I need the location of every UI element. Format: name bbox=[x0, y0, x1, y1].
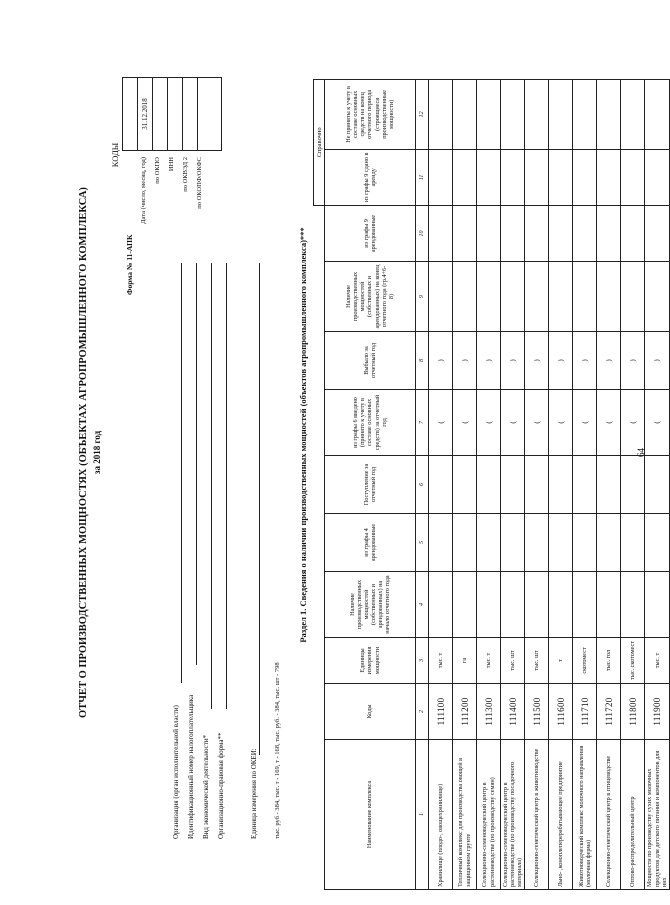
cell-end-rented bbox=[621, 205, 645, 261]
cell-commissioned: ( bbox=[645, 390, 669, 456]
row-code: 111600 bbox=[549, 684, 573, 740]
cell-start-rented bbox=[645, 514, 669, 572]
row-code: 111300 bbox=[477, 684, 501, 740]
cell-start-rented bbox=[453, 514, 477, 572]
cell-leased-out bbox=[621, 149, 645, 205]
table-body bbox=[429, 79, 670, 889]
codes-header: КОДЫ bbox=[110, 142, 120, 168]
table-row bbox=[645, 79, 669, 889]
cell-start bbox=[477, 572, 501, 638]
page-number: 64 bbox=[636, 448, 646, 457]
row-unit: тыс. т bbox=[429, 638, 453, 684]
col-number: 5 bbox=[416, 514, 429, 572]
col-number: 6 bbox=[416, 456, 429, 514]
meta-label-okved: Вид экономической деятельности* bbox=[202, 734, 210, 839]
meta-line-inn bbox=[196, 263, 197, 665]
meta-label-inn: Идентификационный номер налогоплательщика bbox=[187, 694, 195, 839]
code-okved2 bbox=[183, 78, 198, 150]
cell-start-rented bbox=[501, 514, 525, 572]
table-row bbox=[573, 79, 597, 889]
col-header-retired: Выбыло за отчетный год bbox=[325, 332, 416, 390]
meta-label-organization: Организация (орган исполнительной власти) bbox=[172, 705, 180, 839]
code-okopf bbox=[198, 78, 212, 150]
cell-commissioned: ( bbox=[573, 390, 597, 456]
cell-start bbox=[645, 572, 669, 638]
cell-commissioned: ( bbox=[621, 390, 645, 456]
code-date: 31.12.2018 bbox=[138, 78, 153, 150]
cell-leased-out bbox=[477, 149, 501, 205]
cell-received bbox=[477, 456, 501, 514]
cell-leased-out bbox=[453, 149, 477, 205]
cell-commissioned: ( bbox=[549, 390, 573, 456]
cell-end bbox=[501, 262, 525, 332]
cell-end bbox=[453, 262, 477, 332]
cell-retired: ) bbox=[501, 332, 525, 390]
cell-received bbox=[525, 456, 549, 514]
meta-label-opf: Организационно-правовая форма** bbox=[217, 732, 225, 839]
col-number: 3 bbox=[416, 638, 429, 684]
meta-line-okei bbox=[259, 263, 260, 755]
row-name: Хранилище (плодо-, овощехранилище) bbox=[429, 740, 453, 890]
column-numbers-row bbox=[416, 79, 429, 889]
cell-retired: ) bbox=[429, 332, 453, 390]
cell-not-accounted bbox=[501, 79, 525, 149]
row-unit: тыс. т bbox=[645, 638, 669, 684]
cell-start-rented bbox=[429, 514, 453, 572]
label-okpo: по ОКПО bbox=[154, 157, 161, 184]
col-header-end-rented: из графы 9 арендованные bbox=[325, 205, 416, 261]
section-title: Раздел 1. Сведения о наличии производственных мощностей (объектов агропромышленного комплекса)*** bbox=[298, 227, 308, 643]
cell-start-rented bbox=[525, 514, 549, 572]
table-row bbox=[549, 79, 573, 889]
cell-end bbox=[525, 262, 549, 332]
spravochno-label: Справочно bbox=[314, 79, 325, 205]
cell-leased-out bbox=[573, 149, 597, 205]
code-form bbox=[123, 78, 138, 150]
meta-label-okei: Единица измерения по ОКЕИ: bbox=[250, 748, 258, 839]
cell-end-rented bbox=[501, 205, 525, 261]
label-date: Дата (число, месяц, год) bbox=[140, 157, 147, 224]
row-name: Мощности по производству сухих молочных продуктов для детского питания и компонентов для них bbox=[645, 740, 669, 890]
cell-end-rented bbox=[549, 205, 573, 261]
cell-end-rented bbox=[597, 205, 621, 261]
col-header-received: Поступление за отчетный год bbox=[325, 456, 416, 514]
col-header-start-rented: из графы 4 арендованные bbox=[325, 514, 416, 572]
cell-start-rented bbox=[477, 514, 501, 572]
cell-commissioned: ( bbox=[525, 390, 549, 456]
row-name: Селекционно-семеноводческий центр в растениеводстве (по производству семян) bbox=[477, 740, 501, 890]
row-name: Тепличный комплекс для производства овощей в защищенном грунте bbox=[453, 740, 477, 890]
label-inn: ИНН bbox=[168, 157, 175, 172]
cell-start-rented bbox=[573, 514, 597, 572]
cell-not-accounted bbox=[549, 79, 573, 149]
capacity-table bbox=[313, 79, 670, 890]
cell-end bbox=[597, 262, 621, 332]
col-header-commissioned: из графы 6 введено (принято к учету в составе основных средств) за отчетный год bbox=[325, 390, 416, 456]
cell-leased-out bbox=[501, 149, 525, 205]
cell-start bbox=[621, 572, 645, 638]
row-unit: тыс. скотомест bbox=[621, 638, 645, 684]
col-number: 10 bbox=[416, 205, 429, 261]
cell-not-accounted bbox=[621, 79, 645, 149]
row-unit: тыс. т bbox=[477, 638, 501, 684]
cell-leased-out bbox=[549, 149, 573, 205]
cell-leased-out bbox=[429, 149, 453, 205]
cell-received bbox=[549, 456, 573, 514]
cell-end bbox=[549, 262, 573, 332]
col-header-name: Наименование комплекса bbox=[325, 740, 416, 890]
col-header-leased-out: из графы 9 сдано в аренду bbox=[325, 149, 416, 205]
row-name: Льно- ,коноплеперерабатывающее предприятие bbox=[549, 740, 573, 890]
cell-start bbox=[525, 572, 549, 638]
col-number: 4 bbox=[416, 572, 429, 638]
form-number: Форма № 11-АПК bbox=[125, 234, 134, 295]
cell-end-rented bbox=[645, 205, 669, 261]
row-code: 111100 bbox=[429, 684, 453, 740]
cell-commissioned: ( bbox=[477, 390, 501, 456]
col-header-code: Коды bbox=[325, 684, 416, 740]
cell-end bbox=[477, 262, 501, 332]
row-name: Селекционно-семеноводческий центр в растениеводстве (по производству посадочного материала) bbox=[501, 740, 525, 890]
cell-start-rented bbox=[597, 514, 621, 572]
cell-not-accounted bbox=[477, 79, 501, 149]
row-name: Оптово-распределительный центр bbox=[621, 740, 645, 890]
cell-commissioned: ( bbox=[501, 390, 525, 456]
cell-retired: ) bbox=[645, 332, 669, 390]
table-header-row bbox=[325, 79, 416, 889]
cell-start bbox=[597, 572, 621, 638]
table-row bbox=[429, 79, 453, 889]
cell-retired: ) bbox=[525, 332, 549, 390]
cell-retired: ) bbox=[477, 332, 501, 390]
cell-start bbox=[549, 572, 573, 638]
cell-commissioned: ( bbox=[597, 390, 621, 456]
cell-end bbox=[621, 262, 645, 332]
table-row bbox=[501, 79, 525, 889]
cell-end bbox=[573, 262, 597, 332]
row-unit: скотомест bbox=[573, 638, 597, 684]
cell-not-accounted bbox=[453, 79, 477, 149]
row-unit: тыс. шт bbox=[501, 638, 525, 684]
cell-retired: ) bbox=[573, 332, 597, 390]
cell-received bbox=[429, 456, 453, 514]
col-number: 11 bbox=[416, 149, 429, 205]
codes-box bbox=[122, 77, 222, 151]
row-code: 111500 bbox=[525, 684, 549, 740]
col-header-unit: Единицы измерения мощности bbox=[325, 638, 416, 684]
row-code: 111720 bbox=[597, 684, 621, 740]
cell-not-accounted bbox=[429, 79, 453, 149]
cell-received bbox=[501, 456, 525, 514]
table-row bbox=[525, 79, 549, 889]
row-code: 111400 bbox=[501, 684, 525, 740]
row-name: Селекционно-генетический центр в животноводстве bbox=[525, 740, 549, 890]
col-number: 7 bbox=[416, 390, 429, 456]
cell-end-rented bbox=[525, 205, 549, 261]
row-name: Селекционно-генетический центр в птицеводстве bbox=[597, 740, 621, 890]
report-title: ОТЧЕТ О ПРОИЗВОДСТВЕННЫХ МОЩНОСТЯХ (ОБЪЕКТАХ АГРОПРОМЫШЛЕННОГО КОМПЛЕКСА) bbox=[78, 187, 89, 718]
row-code: 111710 bbox=[573, 684, 597, 740]
cell-retired: ) bbox=[621, 332, 645, 390]
cell-not-accounted bbox=[645, 79, 669, 149]
code-okpo bbox=[153, 78, 168, 150]
cell-retired: ) bbox=[453, 332, 477, 390]
cell-received bbox=[453, 456, 477, 514]
col-header-end: Наличие производственных мощностей (собственных и арендованных) на конец отчетного года (гр.4+6-8) bbox=[325, 262, 416, 332]
cell-start bbox=[501, 572, 525, 638]
cell-retired: ) bbox=[549, 332, 573, 390]
row-unit: т bbox=[549, 638, 573, 684]
meta-line-okved bbox=[211, 263, 212, 709]
col-number: 8 bbox=[416, 332, 429, 390]
table-row bbox=[477, 79, 501, 889]
col-number: 12 bbox=[416, 79, 429, 149]
cell-retired: ) bbox=[597, 332, 621, 390]
cell-received bbox=[573, 456, 597, 514]
label-okved2: по ОКВЭД 2 bbox=[182, 157, 189, 192]
cell-start bbox=[573, 572, 597, 638]
col-header-not-accounted: Не приняты к учету в составе основных средств на конец отчетного периода (строящиеся производственные мощности) bbox=[325, 79, 416, 149]
col-number: 9 bbox=[416, 262, 429, 332]
row-code: 111900 bbox=[645, 684, 669, 740]
cell-end bbox=[645, 262, 669, 332]
row-name: Животноводческий комплекс молочного направления (молочная ферма) bbox=[573, 740, 597, 890]
cell-start-rented bbox=[621, 514, 645, 572]
col-number: 2 bbox=[416, 684, 429, 740]
cell-leased-out bbox=[645, 149, 669, 205]
cell-start bbox=[453, 572, 477, 638]
table-row bbox=[453, 79, 477, 889]
table-row bbox=[597, 79, 621, 889]
cell-end-rented bbox=[429, 205, 453, 261]
row-code: 111200 bbox=[453, 684, 477, 740]
cell-start-rented bbox=[549, 514, 573, 572]
cell-start bbox=[429, 572, 453, 638]
cell-end-rented bbox=[573, 205, 597, 261]
label-okopf: по ОКОПФ/ОКФС bbox=[196, 157, 203, 209]
row-code: 111800 bbox=[621, 684, 645, 740]
table-spravochno-row bbox=[314, 79, 325, 889]
cell-leased-out bbox=[525, 149, 549, 205]
col-header-start: Наличие производственных мощностей (собственных и арендованных) на начало отчетного года bbox=[325, 572, 416, 638]
row-unit: га bbox=[453, 638, 477, 684]
cell-end-rented bbox=[453, 205, 477, 261]
col-number: 1 bbox=[416, 740, 429, 890]
cell-end bbox=[429, 262, 453, 332]
cell-received bbox=[645, 456, 669, 514]
cell-not-accounted bbox=[525, 79, 549, 149]
cell-end-rented bbox=[477, 205, 501, 261]
cell-received bbox=[621, 456, 645, 514]
row-unit: тыс. шт bbox=[525, 638, 549, 684]
table-row bbox=[621, 79, 645, 889]
cell-not-accounted bbox=[597, 79, 621, 149]
report-subtitle: за 2018 год bbox=[92, 430, 102, 475]
cell-received bbox=[597, 456, 621, 514]
cell-commissioned: ( bbox=[429, 390, 453, 456]
cell-not-accounted bbox=[573, 79, 597, 149]
meta-line-organization bbox=[181, 263, 182, 683]
row-unit: тыс. гол bbox=[597, 638, 621, 684]
meta-line-opf bbox=[226, 263, 227, 709]
code-inn bbox=[168, 78, 183, 150]
cell-commissioned: ( bbox=[453, 390, 477, 456]
cell-leased-out bbox=[597, 149, 621, 205]
units-note: тыс. руб - 384, тыс. т - 169, т - 168, тыс. руб. - 384, тыс. шт - 798 bbox=[274, 662, 281, 839]
